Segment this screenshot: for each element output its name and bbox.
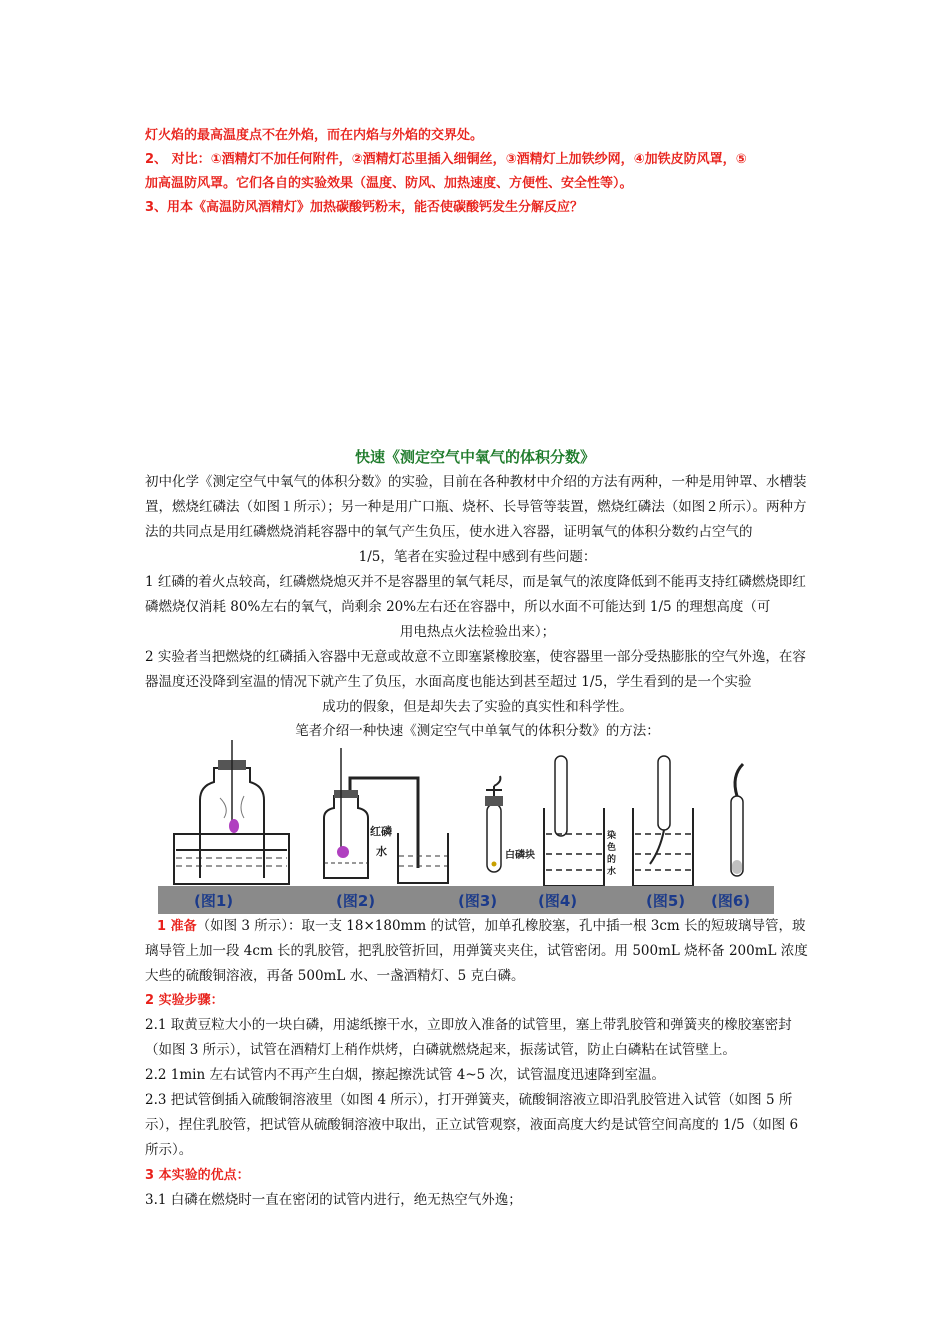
figure-6-tube: [731, 764, 743, 876]
label-fig-6: (图6): [711, 892, 751, 910]
prep-paragraph: [145, 914, 815, 989]
prep-heading: 1 准备: [157, 919, 197, 934]
note-line-1: 灯火焰的最高温度点不在外焰，而在内焰与外焰的交界处。: [145, 128, 484, 143]
figure-1-bell-jar: [174, 740, 289, 884]
label-fig-2: (图2): [336, 892, 376, 910]
step-2-1: 2.1 取黄豆粒大小的一块白磷，用滤纸擦干水，立即放入准备的试管里，塞上带乳胶管和弹簧夹的橡胶塞密封（如图 3 所示），试管在酒精灯上稍作烘烤，白磷就燃烧起来，振荡试管，防止白磷粘在试管壁上。: [145, 1017, 792, 1058]
note-line-4: 3、用本《高温防风酒精灯》加热碳酸钙粉末，能否使碳酸钙发生分解反应？: [145, 200, 584, 215]
step-2-3: 2.3 把试管倒插入硫酸铜溶液里（如图 4 所示），打开弹簧夹，硫酸铜溶液立即沿乳胶管进入试管（如图 5 所示），捏住乳胶管，把试管从硫酸铜溶液中取出，正立试管观察，液面高度大约是试管空间高度的 1/5（如图 6 所示）。: [145, 1092, 799, 1158]
step-2-2: 2.2 1min 左右试管内不再产生白烟，擦起擦洗试管 4~5 次，试管温度迅速降到室温。: [145, 1067, 666, 1083]
problem-1-end: 用电热点火法检验出来）；: [399, 624, 556, 640]
intro-paragraph-end: 1/5，笔者在实验过程中感到有些问题：: [358, 549, 597, 565]
label-dyed-4: 水: [607, 867, 617, 877]
problem-2-end: 成功的假象，但是却失去了实验的真实性和科学性。: [322, 699, 633, 715]
figure-2-flask-beaker: [324, 748, 448, 883]
figure-3-test-tube: [485, 776, 535, 872]
steps-heading: 2 实验步骤：: [145, 993, 224, 1008]
label-dyed-3: 的: [607, 855, 617, 865]
figure-5-beaker: [633, 756, 693, 886]
problem-2: 2 实验者当把燃烧的红磷插入容器中无意或故意不立即塞紧橡胶塞，使容器里一部分受热膨胀的空气外逸，在容器温度还没降到室温的情况下就产生了负压，水面高度也能达到甚至超过 1/5，学生看到的是一个实验: [145, 649, 806, 690]
label-fig-1: (图1): [194, 892, 234, 910]
label-fig-5: (图5): [646, 892, 686, 910]
note-line-3: 加高温防风罩。它们各自的实验效果（温度、防风、加热速度、方便性、安全性等）。: [145, 176, 633, 191]
label-dyed-2: 色: [607, 843, 617, 853]
label-white-phosphorus: 白磷块: [505, 850, 535, 861]
advantages-heading: 3 本实验的优点：: [145, 1168, 250, 1183]
label-dyed-1: 染: [607, 831, 617, 841]
problem-1: 1 红磷的着火点较高，红磷燃烧熄灭并不是容器里的氧气耗尽，而是氧气的浓度降低到不能再支持红磷燃烧即红磷燃烧仅消耗 80%左右的氧气，尚剩余 20%左右还在容器中，所以水面不可能达到 1/5 的理想高度（可: [145, 574, 806, 615]
label-water: 水: [376, 845, 387, 858]
note-line-2: 2、 对比：①酒精灯不加任何附件，②酒精灯芯里插入细铜丝，③酒精灯上加铁纱网，④加铁皮防风罩，⑤: [145, 152, 747, 167]
method-intro: 笔者介绍一种快速《测定空气中单氧气的体积分数》的方法：: [295, 723, 660, 739]
label-fig-4: (图4): [538, 892, 578, 910]
article-title: 快速《测定空气中氧气的体积分数》: [354, 448, 595, 466]
label-fig-3: (图3): [458, 892, 498, 910]
label-red-phosphorus: 红磷: [370, 825, 392, 838]
figure-4-beaker: [544, 756, 616, 886]
prep-text: （如图 3 所示）：取一支 18×180mm 的试管，加单孔橡胶塞，孔中插一根 3cm 长的短玻璃导管，玻璃导管上加一段 4cm 长的乳胶管，把乳胶管折回，用弹簧夹夹住，试管密闭。用 500mL 烧杯备 200mL 浓度大些的硫酸铜溶液，再备 500mL 水、一盏酒精灯、5 克白磷。: [145, 918, 808, 984]
advantage-3-1: 3.1 白磷在燃烧时一直在密闭的试管内进行，绝无热空气外逸；: [145, 1192, 522, 1208]
intro-paragraph: 初中化学《测定空气中氧气的体积分数》的实验，目前在各种教材中介绍的方法有两种，一种是用钟罩、水槽装置，燃烧红磷法（如图１所示）；另一种是用广口瓶、烧杯、长导管等装置，燃烧红磷法（如图２所示）。两种方法的共同点是用红磷燃烧消耗容器中的氧气产生负压，使水进入容器，证明氧气的体积分数约占空气的: [145, 474, 807, 540]
apparatus-figure: [158, 738, 774, 914]
